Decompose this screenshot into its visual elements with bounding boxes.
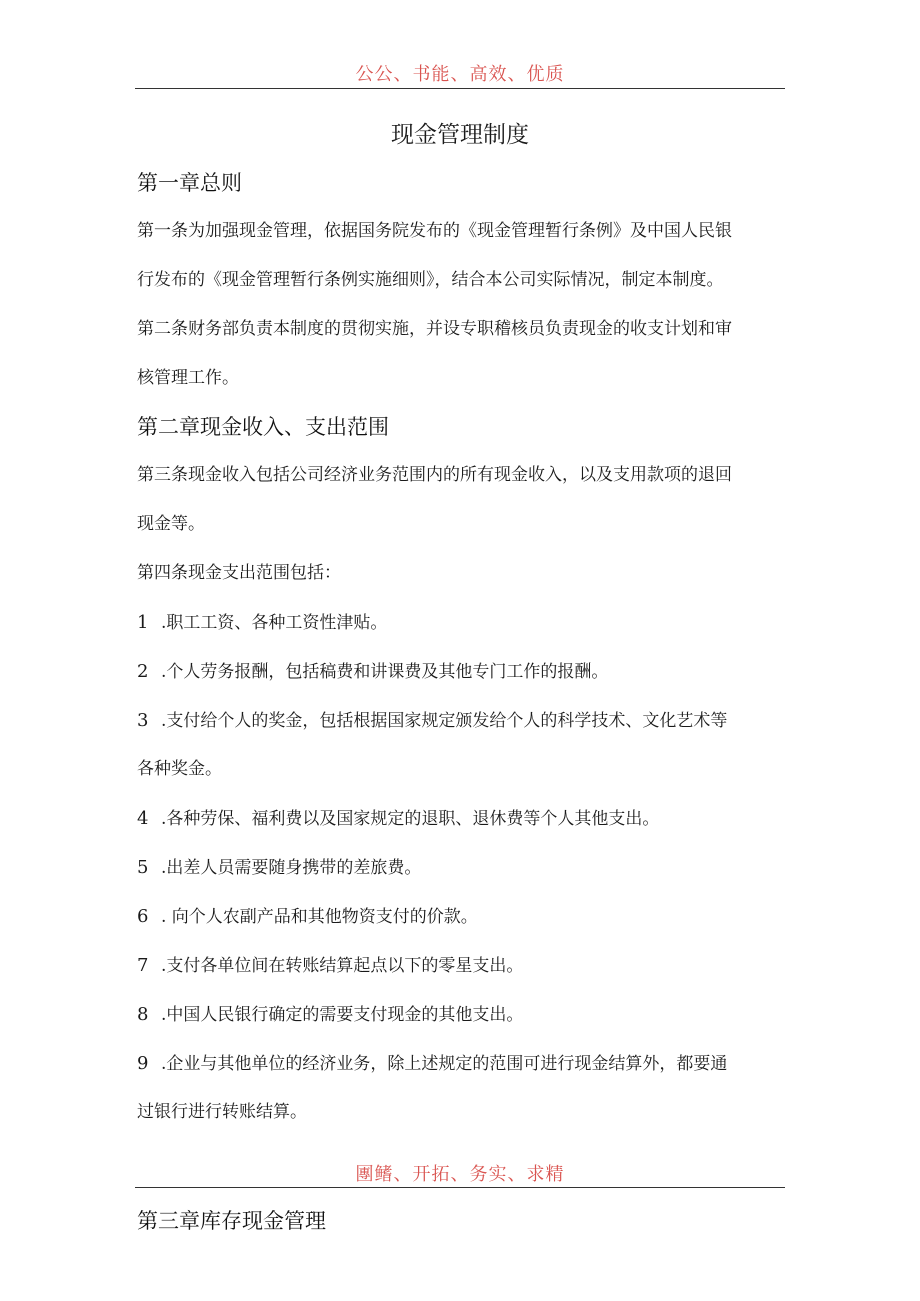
list-item-text: .支付各单位间在转账结算起点以下的零星支出。 [161, 956, 524, 976]
list-item-number: 3 [137, 710, 149, 731]
list-item [137, 794, 787, 844]
list-item [137, 941, 787, 991]
list-item [137, 647, 787, 697]
list-item [137, 892, 787, 942]
list-item-text: .企业与其他单位的经济业务，除上述规定的范围可进行现金结算外，都要通 [161, 1054, 728, 1074]
header-rule [135, 88, 785, 89]
list-item-number: 9 [137, 1053, 149, 1074]
list-item-number: 6 [137, 906, 149, 927]
list-item-text: .支付给个人的奖金，包括根据国家规定颁发给个人的科学技术、文化艺术等 [161, 711, 728, 731]
list-item-number: 4 [137, 808, 149, 829]
article-3-line-1: 第三条现金收入包括公司经济业务范围内的所有现金收入，以及支用款项的退回 [137, 465, 732, 485]
article-3-line-2: 现金等。 [137, 514, 205, 534]
list-item [137, 843, 787, 893]
list-item-number: 1 [137, 612, 149, 633]
article-4: 第四条现金支出范围包括： [137, 563, 341, 583]
list-item-continuation: 过银行进行转账结算。 [137, 1102, 307, 1122]
article-1-line-1: 第一条为加强现金管理，依据国务院发布的《现金管理暂行条例》及中国人民银 [137, 221, 732, 241]
chapter-2-heading: 第二章现金收入、支出范围 [137, 415, 389, 439]
article-1-line-2: 行发布的《现金管理暂行条例实施细则》，结合本公司实际情况，制定本制度。 [137, 270, 724, 290]
list-item-number: 8 [137, 1004, 149, 1025]
list-item-number: 7 [137, 955, 149, 976]
list-item-text: . 向个人农副产品和其他物资支付的价款。 [161, 907, 478, 927]
document-title: 现金管理制度 [391, 122, 529, 148]
list-item [137, 1039, 787, 1089]
list-item [137, 598, 787, 648]
article-2-line-1: 第二条财务部负责本制度的贯彻实施，并设专职稽核员负责现金的收支计划和审 [137, 319, 732, 339]
list-item [137, 990, 787, 1040]
article-2-line-2: 核管理工作。 [137, 368, 239, 388]
footer-rule [135, 1187, 785, 1188]
chapter-3-heading: 第三章库存现金管理 [137, 1209, 326, 1233]
list-item-number: 2 [137, 661, 149, 682]
footer-motto: 團鳍、开拓、务实、求精 [355, 1164, 565, 1185]
list-item-text: .中国人民银行确定的需要支付现金的其他支出。 [161, 1005, 524, 1025]
chapter-1-heading: 第一章总则 [137, 171, 242, 195]
header-motto: 公公、书能、高效、优质 [355, 64, 565, 85]
list-item-number: 5 [137, 857, 149, 878]
list-item-continuation: 各种奖金。 [137, 759, 222, 779]
list-item-text: .个人劳务报酬，包括稿费和讲课费及其他专门工作的报酬。 [161, 662, 609, 682]
list-item [137, 696, 787, 746]
list-item-text: .各种劳保、福利费以及国家规定的退职、退休费等个人其他支出。 [161, 809, 660, 829]
list-item-text: .职工工资、各种工资性津贴。 [161, 613, 388, 633]
list-item-text: .出差人员需要随身携带的差旅费。 [161, 858, 422, 878]
